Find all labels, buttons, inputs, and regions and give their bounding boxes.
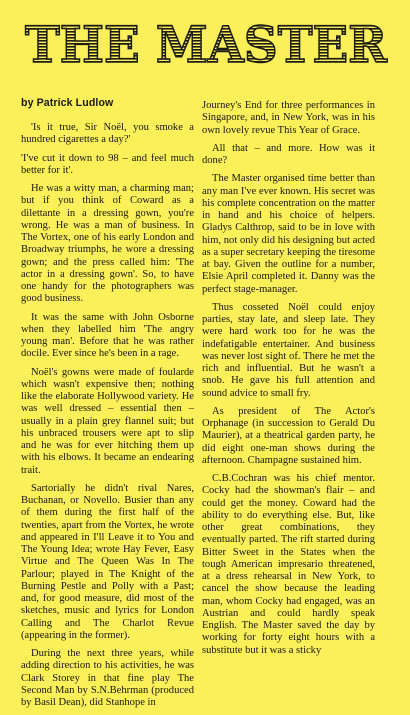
right-column	[202, 100, 375, 663]
paragraph: It was the same with John Osborne when they labelled him 'The angry young man'. Before that he was rather docile. Ever since he's been in a rage.	[21, 311, 194, 360]
article-title	[20, 16, 392, 68]
paragraph: As president of The Actor's Orphanage (in succession to Gerald Du Maurier), at a theatrical garden party, he did eight one-man shows during the afternoon. Champagne sustained him.	[202, 405, 375, 466]
paragraph: C.B.Cochran was his chief mentor. Cocky had the showman's flair – and could get the money. Coward had the ability to do everything else. But, like other great combinations, they eventually parted. The rift started during Bitter Sweet in the States when the tough American impresario threatened, at a dress rehearsal in New York, to cancel the show because the leading man, whom Cocky had engaged, was an Austrian and could hardly speak English. The Master saved the day by working for forty eight hours with a substitute but it was a sticky	[202, 473, 375, 656]
paragraph: 'Is it true, Sir Noël, you smoke a hundred cigarettes a day?'	[21, 122, 194, 146]
paragraph: Thus cosseted Noël could enjoy parties, stay late, and sleep late. They were hard work too for he was the indefatigable entertainer. And business was never lost sight of. There he met the rich and influential. But he wasn't a snob. He gave his full attention and sound advice to small fry.	[202, 301, 375, 399]
byline: by Patrick Ludlow	[21, 97, 114, 109]
title-text: THE MASTER	[25, 16, 388, 68]
paragraph: Noël's gowns were made of foularde which wasn't expensive then; nothing like the elaborate Hollywood variety. He was well dressed – essential then – usually in a plain grey flannel suit; but his unbraced trousers were apt to slip and he was for ever hitching them up with his elbows. It became an endearing trait.	[21, 366, 194, 476]
left-column	[21, 122, 194, 715]
paragraph: 'I've cut it down to 98 – and feel much better for it'.	[21, 152, 194, 176]
paragraph: All that – and more. How was it done?	[202, 142, 375, 166]
paragraph: Sartorially he didn't rival Nares, Buchanan, or Novello. Busier than any of them during the first half of the twenties, apart from the Vortex, he wrote and appeared in I'll Leave it to You and The Young Idea; wrote Hay Fever, Easy Virtue and The Queen Was In The Parlour; played in The Knight of the Burning Pestle and Polly with a Past; and, for good measure, did most of the sketches, music and lyrics for London Calling and The Charlot Revue (appearing in the former).	[21, 482, 194, 641]
title-lettering	[20, 16, 392, 68]
paragraph: Journey's End for three performances in Singapore, and, in New York, was in his own lovely revue This Year of Grace.	[202, 100, 375, 136]
paragraph: During the next three years, while adding direction to his activities, he was Clark Storey in that fine play The Second Man by S.N.Behrman (produced by Basil Dean), did Stanhope in	[21, 648, 194, 708]
paragraph: The Master organised time better than any man I've ever known. His secret was his complete concentration on the matter in hand and his choice of helpers. Gladys Calthrop, said to be in love with him, not only did his designing but acted as a super secretary keeping the tiresome at bay. Given the outline for a number, Elsie April completed it. Danny was the perfect stage-manager.	[202, 173, 375, 295]
paragraph: He was a witty man, a charming man; but if you think of Coward as a dilettante in a dressing gown, you're wrong. He was a man of business. In The Vortex, one of his early London and Broadway triumphs, he wore a dressing gown; and the press called him: 'The actor in a dressing gown'. So, to have one handy for the photographers was good business.	[21, 183, 194, 305]
